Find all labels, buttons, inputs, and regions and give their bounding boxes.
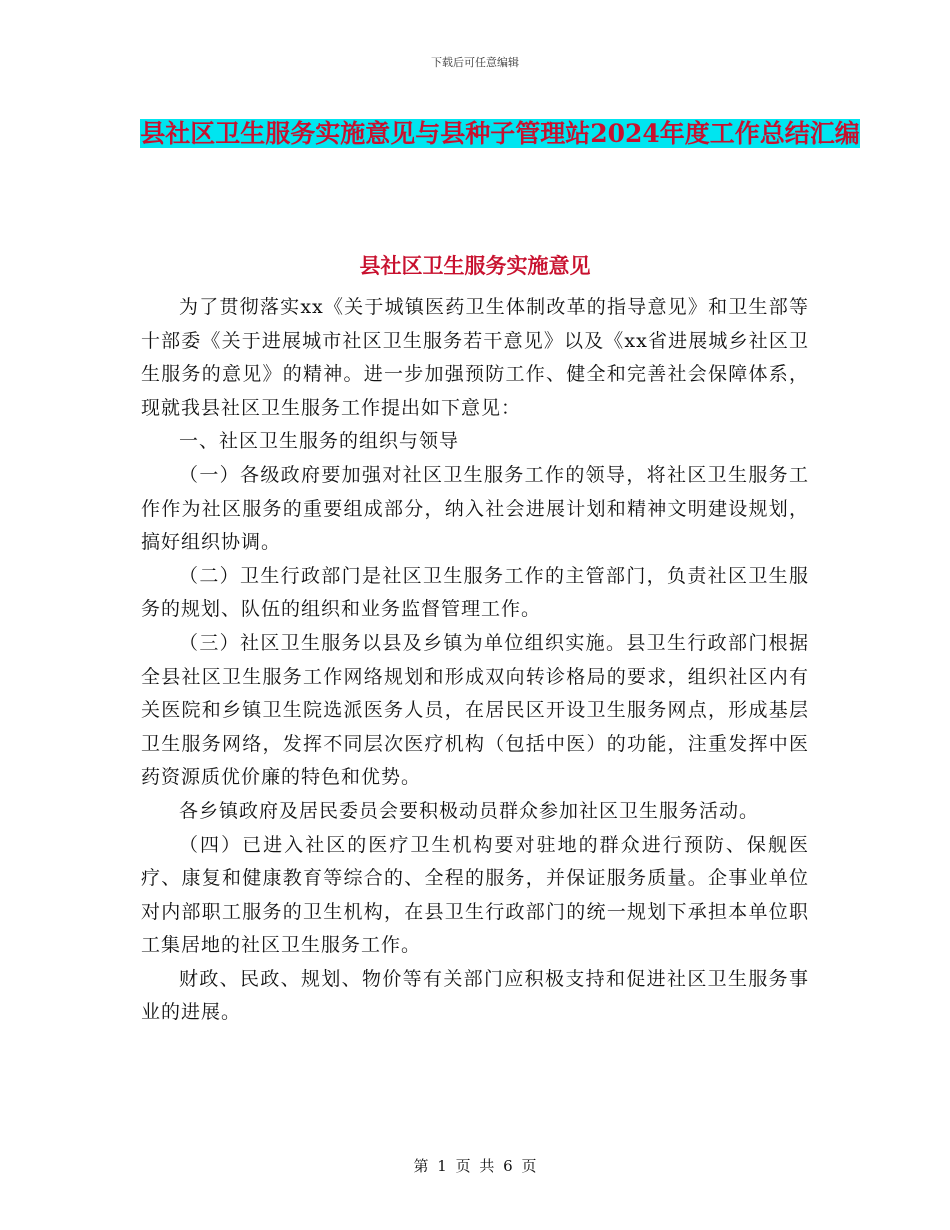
- paragraph: 财政、民政、规划、物价等有关部门应积极支持和促进社区卫生服务事业的进展。: [141, 967, 809, 1024]
- section-title: 县社区卫生服务实施意见: [359, 253, 591, 278]
- paragraph: （四）已进入社区的医疗卫生机构要对驻地的群众进行预防、保舰医疗、康复和健康教育等综合的、全程的服务，并保证服务质量。企事业单位对内部职工服务的卫生机构，在县卫生行政部门的统一规划下承担本单位职工集居地的社区卫生服务工作。: [141, 833, 809, 957]
- paragraph: （二）卫生行政部门是社区卫生服务工作的主管部门，负责社区卫生服务的规划、队伍的组织和业务监督管理工作。: [141, 564, 809, 621]
- paragraph: （一）各级政府要加强对社区卫生服务工作的领导，将社区卫生服务工作作为社区服务的重要组成部分，纳入社会进展计划和精神文明建设规划，搞好组织协调。: [141, 463, 809, 554]
- document-title-text: 县社区卫生服务实施意见与县种子管理站2024年度工作总结汇编: [140, 119, 860, 148]
- page-header: 下载后可任意编辑: [431, 56, 519, 69]
- paragraph: 一、社区卫生服务的组织与领导: [179, 430, 460, 453]
- paragraph: 各乡镇政府及居民委员会要积极动员群众参加社区卫生服务活动。: [179, 799, 760, 822]
- document-body: [141, 291, 809, 1030]
- page-footer: 第 1 页 共 6 页: [413, 1157, 537, 1175]
- document-title: [140, 111, 860, 157]
- paragraph: 为了贯彻落实xx《关于城镇医药卫生体制改革的指导意见》和卫生部等十部委《关于进展城市社区卫生服务若干意见》以及《xx省进展城乡社区卫生服务的意见》的精神。进一步加强预防工作、健全和完善社会保障体系，现就我县社区卫生服务工作提出如下意见：: [141, 296, 809, 419]
- paragraph: （三）社区卫生服务以县及乡镇为单位组织实施。县卫生行政部门根据全县社区卫生服务工作网络规划和形成双向转诊格局的要求，组织社区内有关医院和乡镇卫生院选派医务人员，在居民区开设卫生服务网点，形成基层卫生服务网络，发挥不同层次医疗机构（包括中医）的功能，注重发挥中医药资源质优价廉的特色和优势。: [141, 631, 809, 789]
